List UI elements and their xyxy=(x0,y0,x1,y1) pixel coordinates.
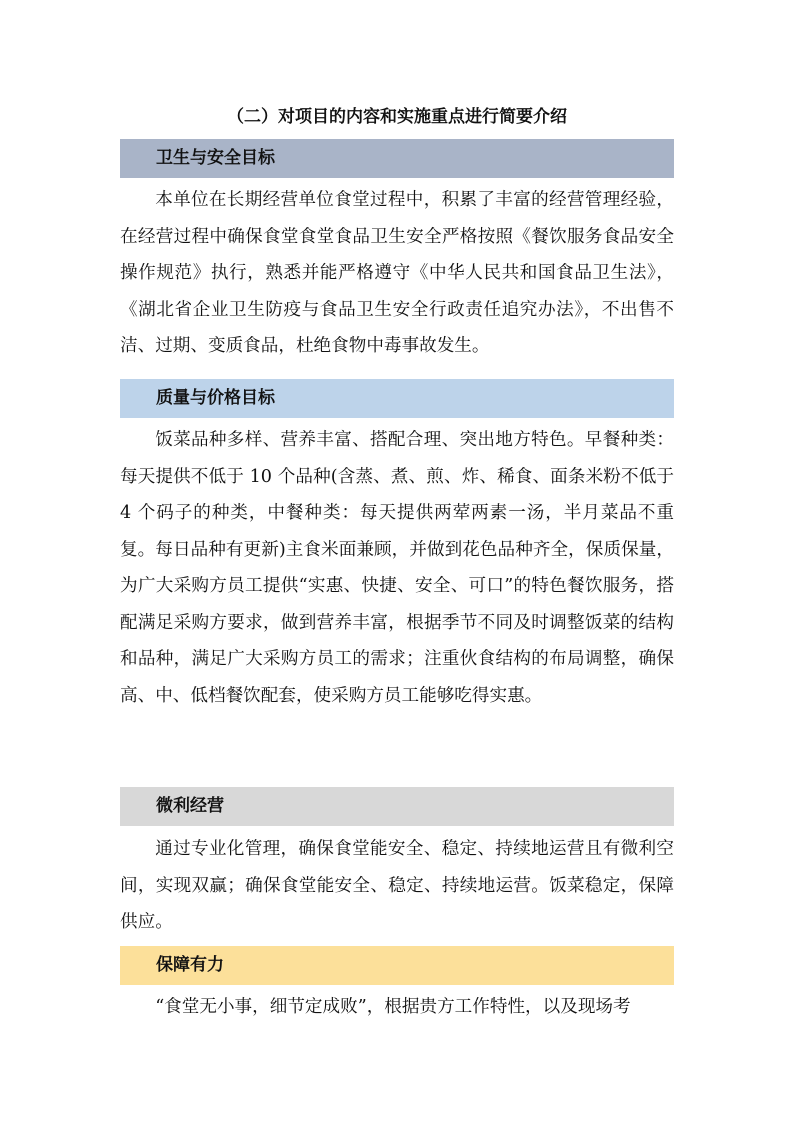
section-heading-strong-support: 保障有力 xyxy=(120,946,674,985)
section-heading-low-margin: 微利经营 xyxy=(120,787,674,826)
section-body-strong-support: “食堂无小事，细节定成败”，根据贵方工作特性，以及现场考 xyxy=(155,997,631,1017)
section-body-quality-price: 饭菜品种多样、营养丰富、搭配合理、突出地方特色。早餐种类：每天提供不低于 10 个品种(含蒸、煮、煎、炸、稀食、面条米粉不低于 4 个码子的种类，中餐种类：每天提供两荤两素一汤，半月菜品不重复。每日品种有更新)主食米面兼顾，并做到花色品种齐全，保质保量，为广大采购方员工提供“实惠、快捷、安全、可口”的特色餐饮服务，搭配满足采购方要求，做到营养丰富，根据季节不同及时调整饭菜的结构和品种，满足广大采购方员工的需求；注重伙食结构的布局调整，确保高、中、低档餐饮配套，使采购方员工能够吃得实惠。 xyxy=(120,430,674,706)
section-heading-quality-price: 质量与价格目标 xyxy=(120,379,674,418)
section-body-hygiene-safety: 本单位在长期经营单位食堂过程中，积累了丰富的经营管理经验，在经营过程中确保食堂食堂食品卫生安全严格按照《餐饮服务食品安全操作规范》执行，熟悉并能严格遵守《中华人民共和国食品卫生法》，《湖北省企业卫生防疫与食品卫生安全行政责任追究办法》，不出售不洁、过期、变质食品，杜绝食物中毒事故发生。 xyxy=(120,190,674,356)
section-heading-hygiene-safety: 卫生与安全目标 xyxy=(120,139,674,178)
section-body-low-margin: 通过专业化管理，确保食堂能安全、稳定、持续地运营且有微利空间，实现双赢；确保食堂能安全、稳定、持续地运营。饭菜稳定，保障供应。 xyxy=(120,839,674,932)
page-title: （二）对项目的内容和实施重点进行简要介绍 xyxy=(227,107,567,127)
